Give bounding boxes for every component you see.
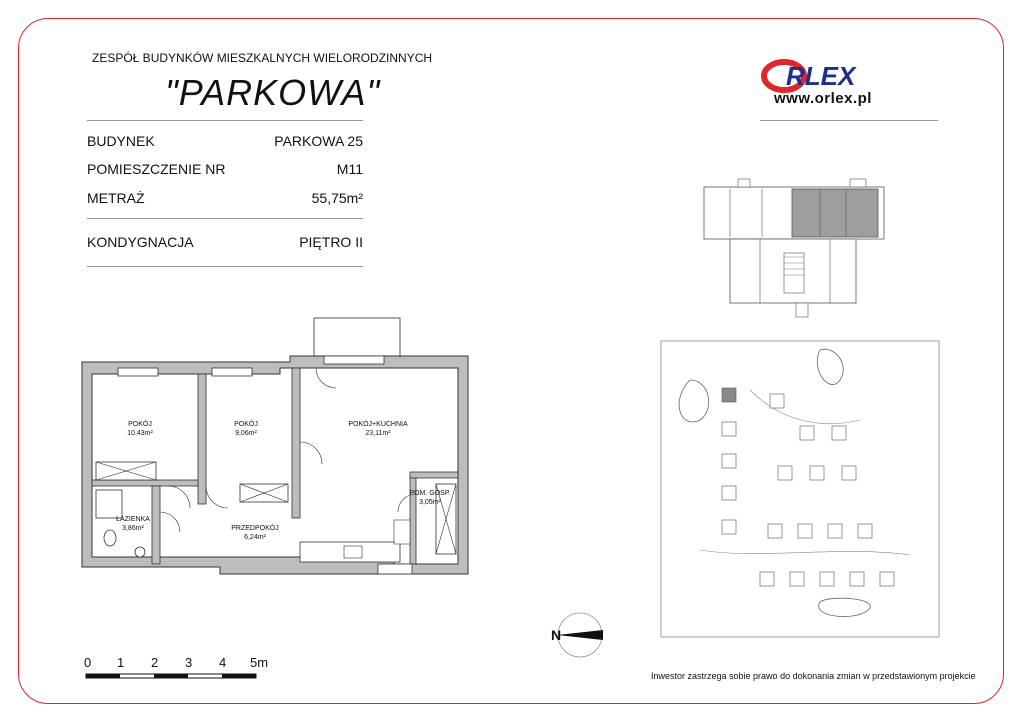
room-name: POM. GOSP. [409, 490, 451, 497]
info-bottom-line [87, 266, 363, 267]
room-area: 3,86m² [122, 525, 144, 532]
room-label [110, 420, 170, 438]
room-area: 9,06m² [235, 430, 257, 437]
info-row-area [87, 190, 363, 208]
room-label [220, 524, 290, 542]
logo-divider [760, 120, 938, 121]
room-label [400, 489, 460, 507]
room-name: POKÓJ [128, 421, 152, 428]
room-label [108, 515, 158, 533]
scale-tick: 1 [117, 655, 125, 670]
scale-tick: 5m [250, 655, 269, 670]
info-value: M11 [336, 161, 363, 177]
window [118, 368, 158, 376]
info-row-unit [87, 161, 363, 179]
info-row-building [87, 133, 363, 151]
info-key: METRAŻ [87, 190, 145, 206]
room-name: POKÓJ+KUCHNIA [348, 421, 408, 428]
shower [96, 490, 122, 518]
info-top-line [87, 120, 363, 121]
scale-tick: 4 [219, 655, 227, 670]
site-plan [660, 340, 940, 638]
info-value: PIĘTRO II [299, 234, 363, 250]
room-area: 6,24m² [244, 534, 266, 541]
partition-wall [198, 374, 206, 504]
room-area: 10,43m² [127, 430, 153, 437]
info-value: PARKOWA 25 [274, 133, 363, 149]
compass-icon [545, 610, 615, 660]
room-label [328, 420, 428, 438]
room-label [216, 420, 276, 438]
info-mid-line [87, 218, 363, 219]
scale-tick: 0 [84, 655, 92, 670]
disclaimer: Inwestor zastrzega sobie prawo do dokonania zmian w przedstawionym projekcie [651, 671, 976, 681]
window [324, 356, 384, 364]
compass-label: N [551, 627, 562, 643]
info-key: BUDYNEK [87, 133, 155, 149]
window [212, 368, 252, 376]
balcony [314, 318, 400, 358]
project-title: "PARKOWA" [165, 72, 381, 113]
scale-tick: 3 [185, 655, 193, 670]
info-value: 55,75m² [311, 190, 363, 206]
room-name: PRZEDPOKÓJ [231, 525, 279, 532]
website-url: www.orlex.pl [774, 90, 872, 107]
project-subtitle: ZESPÓŁ BUDYNKÓW MIESZKALNYCH WIELORODZINNYCH [92, 51, 433, 65]
partition-wall [292, 368, 300, 518]
logo-text: RLEX [786, 61, 856, 91]
highlighted-unit [792, 189, 878, 237]
info-key: POMIESZCZENIE NR [87, 161, 226, 177]
building-key-plan [700, 175, 890, 320]
info-row-floor [87, 234, 363, 252]
window [378, 564, 412, 574]
scale-bar [84, 672, 274, 686]
info-key: KONDYGNACJA [87, 234, 194, 250]
room-name: POKÓJ [234, 421, 258, 428]
highlighted-building [722, 388, 736, 402]
room-area: 3,05m² [419, 499, 441, 506]
room-name: ŁAZIENKA [116, 516, 150, 523]
room-area: 23,11m² [365, 430, 391, 437]
sink [135, 547, 145, 557]
scale-tick: 2 [151, 655, 159, 670]
